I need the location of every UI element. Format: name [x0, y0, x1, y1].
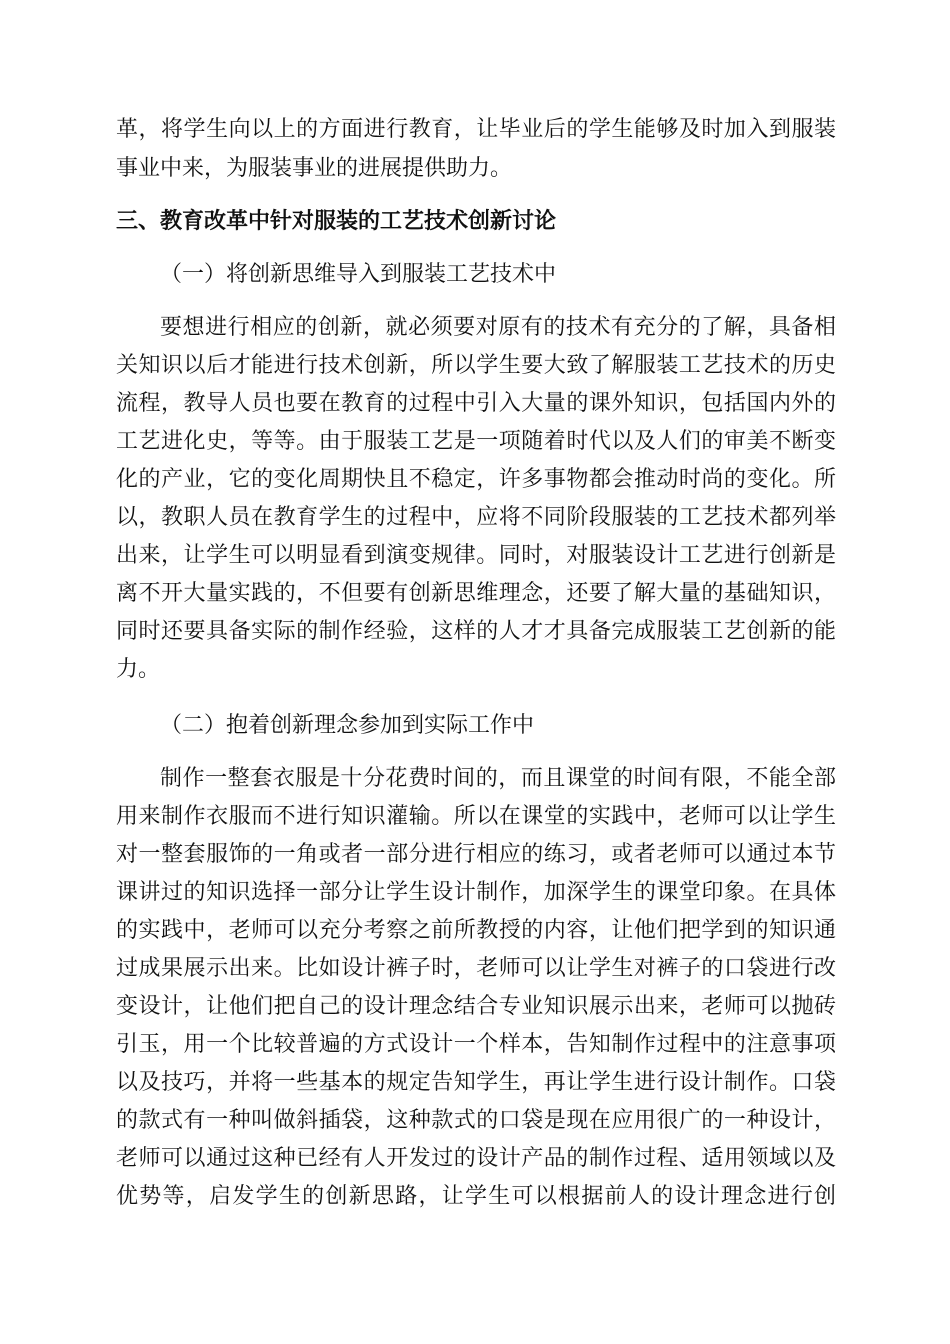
text-line: 优势等，启发学生的创新思路，让学生可以根据前人的设计理念进行创 — [116, 1184, 836, 1209]
subsection-title-2: （二）抱着创新理念参加到实际工作中 — [160, 713, 535, 738]
text-line: 以及技巧，并将一些基本的规定告知学生，再让学生进行设计制作。口袋 — [116, 1070, 836, 1095]
section-heading: 三、教育改革中针对服装的工艺技术创新讨论 — [116, 209, 557, 234]
subsection-title-1: （一）将创新思维导入到服装工艺技术中 — [160, 262, 557, 287]
text-line: 革，将学生向以上的方面进行教育，让毕业后的学生能够及时加入到服装 — [116, 117, 836, 142]
text-line: 的实践中，老师可以充分考察之前所教授的内容，让他们把学到的知识通 — [116, 918, 836, 943]
text-line: 老师可以通过这种已经有人开发过的设计产品的制作过程、适用领域以及 — [116, 1146, 836, 1171]
text-line: 力。 — [116, 657, 161, 682]
text-line: 工艺进化史，等等。由于服装工艺是一项随着时代以及人们的审美不断变 — [116, 429, 836, 454]
text-line: 出来，让学生可以明显看到演变规律。同时，对服装设计工艺进行创新是 — [116, 543, 836, 568]
text-line: 的款式有一种叫做斜插袋，这种款式的口袋是现在应用很广的一种设计， — [116, 1108, 836, 1133]
text-line: 事业中来，为服装事业的进展提供助力。 — [116, 156, 513, 181]
text-line: 要想进行相应的创新，就必须要对原有的技术有充分的了解，具备相 — [160, 315, 836, 340]
text-line: 课讲过的知识选择一部分让学生设计制作，加深学生的课堂印象。在具体 — [116, 880, 836, 905]
text-line: 关知识以后才能进行技术创新，所以学生要大致了解服装工艺技术的历史 — [116, 353, 836, 378]
text-line: 制作一整套衣服是十分花费时间的，而且课堂的时间有限，不能全部 — [160, 766, 836, 791]
text-line: 引玉，用一个比较普遍的方式设计一个样本，告知制作过程中的注意事项 — [116, 1032, 836, 1057]
text-line: 过成果展示出来。比如设计裤子时，老师可以让学生对裤子的口袋进行改 — [116, 956, 836, 981]
text-line: 同时还要具备实际的制作经验，这样的人才才具备完成服装工艺创新的能 — [116, 619, 836, 644]
text-line: 用来制作衣服而不进行知识灌输。所以在课堂的实践中，老师可以让学生 — [116, 804, 836, 829]
text-line: 以，教职人员在教育学生的过程中，应将不同阶段服装的工艺技术都列举 — [116, 505, 836, 530]
text-line: 对一整套服饰的一角或者一部分进行相应的练习，或者老师可以通过本节 — [116, 842, 836, 867]
text-line: 变设计，让他们把自己的设计理念结合专业知识展示出来，老师可以抛砖 — [116, 994, 836, 1019]
text-line: 化的产业，它的变化周期快且不稳定，许多事物都会推动时尚的变化。所 — [116, 467, 836, 492]
text-line: 离不开大量实践的，不但要有创新思维理念，还要了解大量的基础知识， — [116, 581, 836, 606]
text-line: 流程，教导人员也要在教育的过程中引入大量的课外知识，包括国内外的 — [116, 391, 836, 416]
